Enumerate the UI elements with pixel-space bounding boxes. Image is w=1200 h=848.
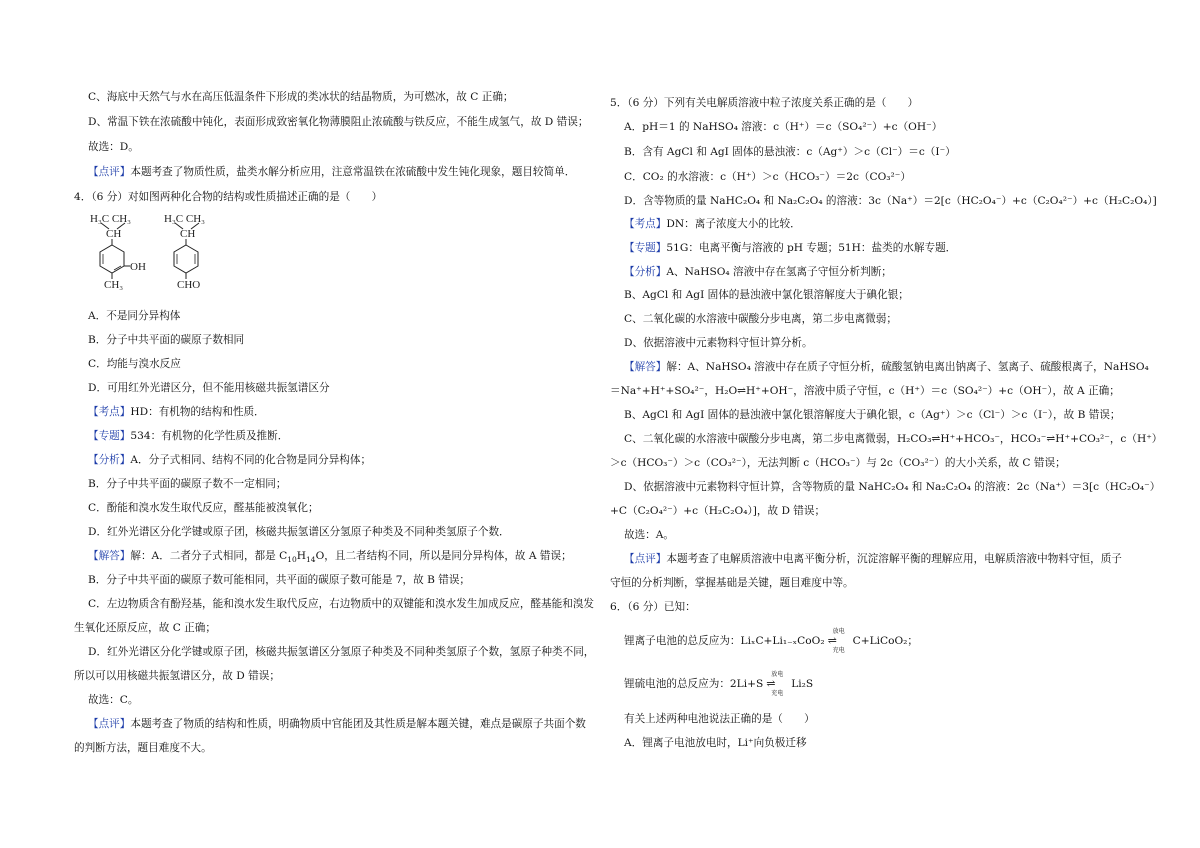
kaodian-line	[88, 405, 265, 419]
jieda-text: H	[296, 550, 307, 562]
fenxi-line: C、二氧化碳的水溶液中碳酸分步电离，第二步电离微弱；	[624, 313, 897, 325]
comment-tag: 【点评】	[88, 166, 131, 178]
reaction-left: 锂离子电池的总反应为：LiₓC+Li₁₋ₓCoO₂	[624, 635, 825, 647]
option-a: A．锂离子电池放电时，Li⁺向负极迁移	[624, 737, 807, 749]
equilibrium-arrow-icon: 放电 ⇌ 充电	[826, 632, 852, 650]
jieda-line: +C（C₂O₄²⁻）+c（H₂C₂O₄）]，故 D 错误；	[610, 505, 826, 517]
dianping-tag: 【点评】	[624, 553, 667, 565]
answer-line: 故选：D。	[88, 141, 139, 153]
mol1-ch3-label: CH₃	[104, 279, 124, 291]
jieda-text: O，且二者结构不同，所以是同分异构体，故 A 错误；	[315, 550, 572, 562]
structure-figure	[88, 212, 238, 294]
fenxi-line	[624, 265, 892, 279]
answer-line: 故选：C。	[88, 694, 139, 706]
zhuanti-line	[624, 241, 956, 255]
jieda-line: B．分子中共平面的碳原子数可能相同，共平面的碳原子数可能是 7，故 B 错误；	[88, 574, 471, 586]
kaodian-text: HD：有机物的结构和性质．	[130, 406, 265, 418]
option-a: A．不是同分异构体	[88, 310, 181, 322]
answer-line: 故选：A。	[624, 529, 675, 541]
arrow-top-label: 放电	[771, 671, 784, 678]
jieda-line: C、二氧化碳的水溶液中碳酸分步电离，第二步电离微弱，H₂CO₃⇌H⁺+HCO₃⁻，HCO₃⁻⇌H⁺+CO₃²⁻，c（H⁺）	[624, 433, 1163, 445]
jieda-line	[624, 360, 1149, 374]
kaodian-tag: 【考点】	[88, 406, 131, 418]
jieda-tag: 【解答】	[624, 361, 667, 373]
dianping-text: 本题考查了物质的结构和性质，明确物质中官能团及其性质是解本题关键，难点是碳原子共面个数	[130, 718, 586, 730]
jieda-line: B、AgCl 和 AgI 固体的悬浊液中氯化银溶解度大于碘化银，c（Ag⁺）＞c（Cl⁻）＞c（I⁻），故 B 错误；	[624, 409, 1121, 421]
jieda-line: C．左边物质含有酚羟基，能和溴水发生取代反应，右边物质中的双键能和溴水发生加成反应，醛基能和溴发	[88, 598, 595, 610]
fenxi-tag: 【分析】	[624, 266, 667, 278]
reaction-right: Li₂S	[791, 678, 814, 690]
dianping-line: 守恒的分析判断，掌握基础是关键，题目难度中等。	[610, 577, 854, 589]
li-s-reaction	[624, 671, 814, 697]
analysis-line: C、海底中天然气与水在高压低温条件下形成的类冰状的结晶物质，为可燃冰，故 C 正确；	[88, 91, 514, 103]
fenxi-text: A．分子式相同、结构不同的化合物是同分异构体；	[130, 454, 372, 466]
option-d: D．可用红外光谱区分，但不能用核磁共振氢谱区分	[88, 382, 330, 394]
option-b: B．含有 AgCl 和 AgI 固体的悬浊液：c（Ag⁺）＞c（Cl⁻）＝c（I⁻）	[624, 146, 956, 158]
jieda-tag: 【解答】	[88, 550, 131, 562]
fenxi-text: A、NaHSO₄ 溶液中存在氢离子守恒分析判断；	[666, 266, 892, 278]
question-5-title: 5．（6 分）下列有关电解质溶液中粒子浓度关系正确的是（ ）	[610, 97, 919, 109]
analysis-line: D、常温下铁在浓硫酸中钝化，表面形成致密氧化物薄膜阻止浓硫酸与铁反应，不能生成氢气，故 D 错误；	[88, 116, 589, 128]
jieda-line: ＞c（HCO₃⁻）＞c（CO₃²⁻），无法判断 c（HCO₃⁻）与 2c（CO₃²⁻）的大小关系，故 C 错误；	[610, 457, 1066, 469]
fenxi-tag: 【分析】	[88, 454, 131, 466]
jieda-line: 所以可以用核磁共振氢谱区分，故 D 错误；	[74, 670, 280, 682]
kaodian-tag: 【考点】	[624, 218, 667, 230]
option-d: D．含等物质的量 NaHC₂O₄ 和 Na₂C₂O₄ 的溶液：3c（Na⁺）＝2[c（HC₂O₄⁻）+c（C₂O₄²⁻）+c（H₂C₂O₄）]	[624, 195, 1157, 207]
li-ion-reaction	[624, 628, 919, 654]
subscript: 14	[306, 555, 316, 565]
reaction-right: C+LiCoO₂；	[852, 635, 919, 647]
arrow-bottom-label: 充电	[771, 690, 784, 697]
jieda-line: ＝Na⁺+H⁺+SO₄²⁻，H₂O⇌H⁺+OH⁻，溶液中质子守恒，c（H⁺）＝c（SO₄²⁻）+c（OH⁻），故 A 正确；	[610, 385, 1120, 397]
molecule-1	[90, 213, 146, 291]
jieda-line	[88, 549, 572, 563]
fenxi-line	[88, 453, 371, 467]
reaction-left: 锂硫电池的总反应为：2Li+S	[624, 678, 764, 690]
zhuanti-line	[88, 429, 288, 443]
mol1-top-label: H₃C CH₃	[90, 213, 131, 225]
fenxi-line: B．分子中共平面的碳原子数不一定相同；	[88, 478, 287, 490]
fenxi-line: D、依据溶液中元素物料守恒计算分析。	[624, 337, 813, 349]
fenxi-line: D．红外光谱区分化学键或原子团，核磁共振氢谱区分氢原子种类及不同种类氢原子个数．	[88, 526, 510, 538]
mol1-oh-label: OH	[130, 261, 146, 273]
mol2-top-label: H₃C CH₃	[164, 213, 205, 225]
jieda-line: 生氧化还原反应，故 C 正确；	[74, 622, 216, 634]
jieda-text: 解：A、NaHSO₄ 溶液中存在质子守恒分析，硫酸氢钠电离出钠离子、氢离子、硫酸根离子，NaHSO₄	[666, 361, 1149, 373]
kaodian-text: DN：离子浓度大小的比较．	[666, 218, 801, 230]
option-b: B．分子中共平面的碳原子数相同	[88, 334, 245, 346]
fenxi-line: C．酚能和溴水发生取代反应，醛基能被溴氧化；	[88, 502, 319, 514]
jieda-line: D、依据溶液中元素物料守恒计算，含等物质的量 NaHC₂O₄ 和 Na₂C₂O₄ 的溶液：2c（Na⁺）＝3[c（HC₂O₄⁻）	[624, 481, 1161, 493]
question-4-title: 4．（6 分）对如图两种化合物的结构或性质描述正确的是（ ）	[74, 191, 383, 203]
comment-text: 本题考查了物质性质，盐类水解分析应用，注意常温铁在浓硫酸中发生钝化现象，题目较简单．	[130, 166, 576, 178]
option-c: C．CO₂ 的水溶液：c（H⁺）＞c（HCO₃⁻）＝2c（CO₃²⁻）	[624, 171, 911, 183]
subscript: 10	[287, 555, 297, 565]
zhuanti-text: 534：有机物的化学性质及推断．	[130, 430, 289, 442]
mol2-cho-label: CHO	[177, 279, 201, 291]
comment-line	[88, 165, 575, 179]
arrow-bottom-label: 充电	[832, 647, 845, 654]
mol2-ch-label: CH	[180, 228, 196, 240]
fenxi-line: B、AgCl 和 AgI 固体的悬浊液中氯化银溶解度大于碘化银；	[624, 289, 909, 301]
jieda-text: 解：A．二者分子式相同，都是 C	[130, 550, 288, 562]
molecule-2	[164, 213, 205, 291]
question-6-stem: 有关上述两种电池说法正确的是（ ）	[624, 713, 815, 725]
zhuanti-tag: 【专题】	[624, 242, 667, 254]
dianping-line	[88, 717, 586, 731]
equilibrium-arrow-icon: 放电 ⇌ 充电	[764, 675, 790, 693]
dianping-text: 本题考查了电解质溶液中电离平衡分析，沉淀溶解平衡的理解应用，电解质溶液中物料守恒，质子	[666, 553, 1122, 565]
dianping-line	[624, 552, 1122, 566]
dianping-line: 的判断方法，题目难度不大。	[74, 742, 212, 754]
dianping-tag: 【点评】	[88, 718, 131, 730]
arrow-top-label: 放电	[832, 628, 845, 635]
option-a: A．pH＝1 的 NaHSO₄ 溶液：c（H⁺）＝c（SO₄²⁻）+c（OH⁻）	[624, 121, 943, 133]
zhuanti-text: 51G：电离平衡与溶液的 pH 专题；51H：盐类的水解专题．	[666, 242, 957, 254]
kaodian-line	[624, 217, 801, 231]
mol1-ch-label: CH	[106, 228, 122, 240]
question-6-title: 6．（6 分）已知：	[610, 601, 696, 613]
jieda-line: D．红外光谱区分化学键或原子团，核磁共振氢谱区分氢原子种类及不同种类氢原子个数，氢原子种类不同，	[88, 646, 595, 658]
option-c: C．均能与溴水反应	[88, 358, 181, 370]
zhuanti-tag: 【专题】	[88, 430, 131, 442]
